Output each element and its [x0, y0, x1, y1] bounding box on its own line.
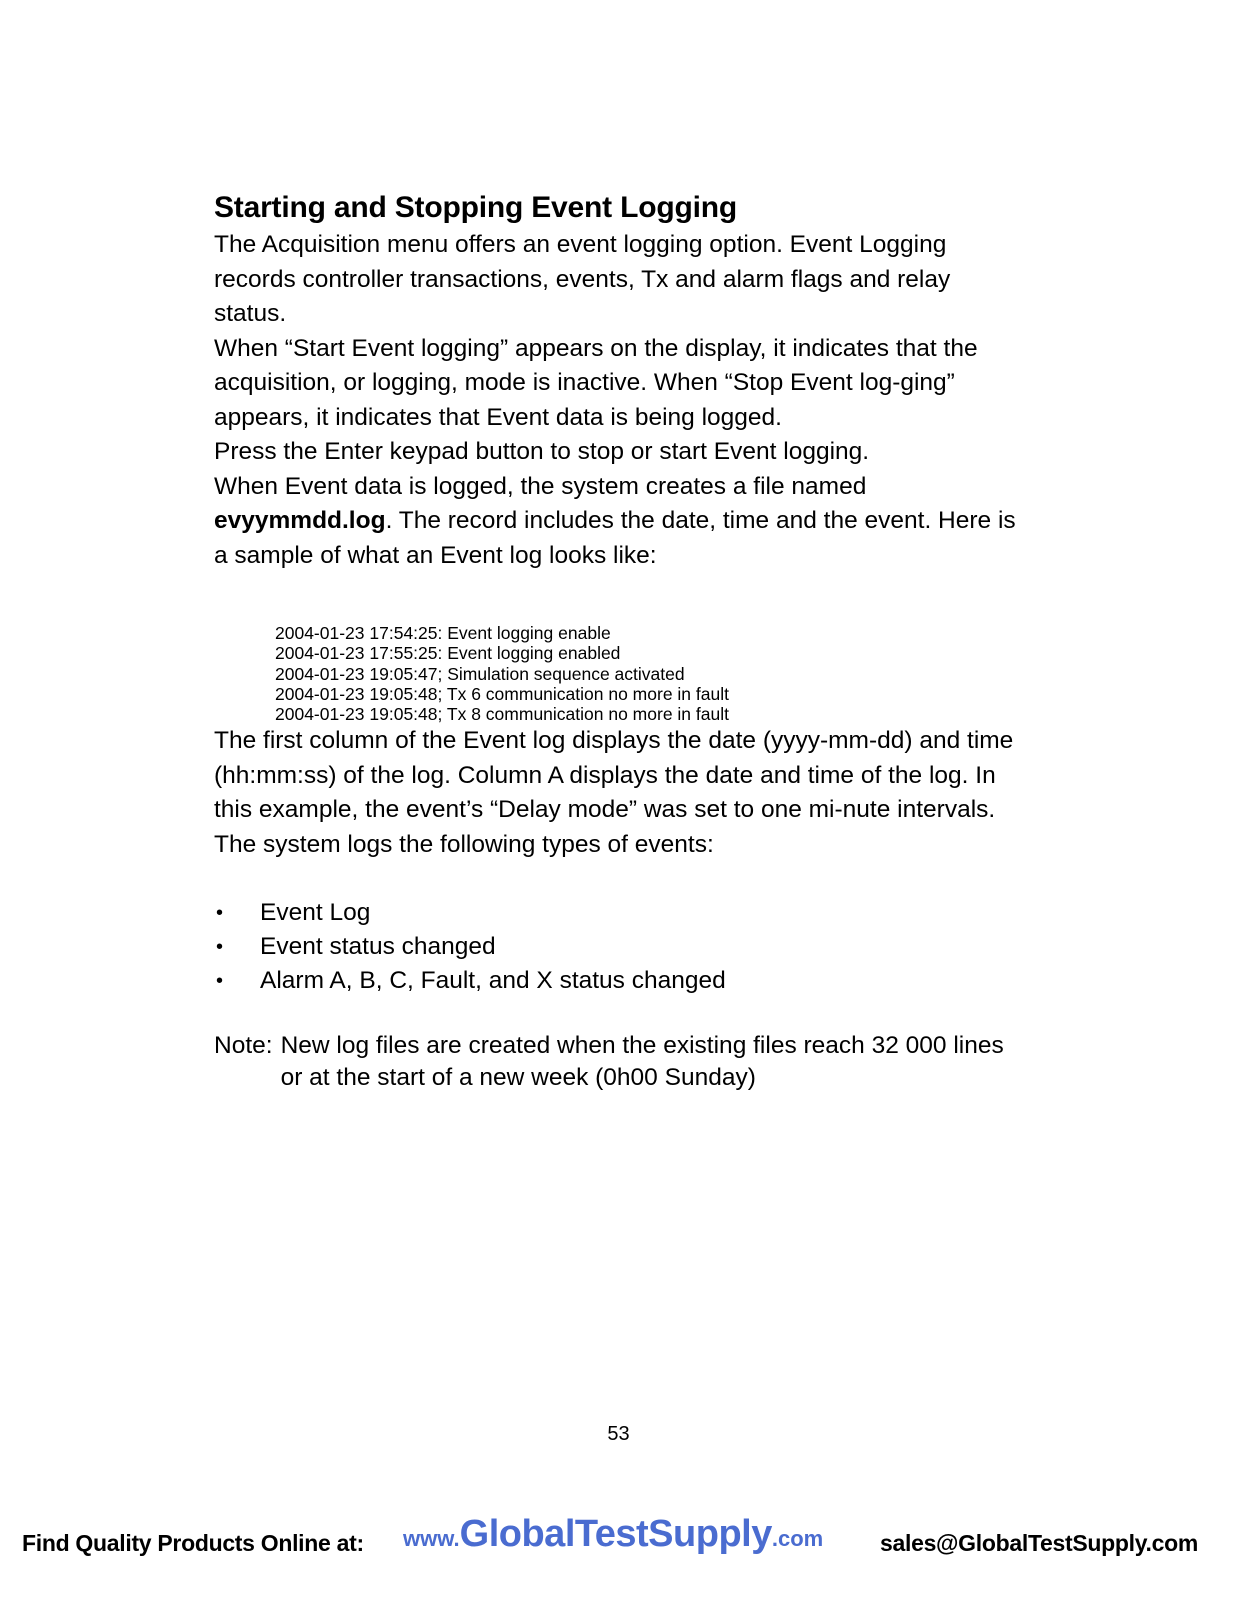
- note-text: New log files are created when the existing files reach 32 000 lines or at the start of a new week (0h00 Sunday): [280, 1032, 1004, 1091]
- bullet-icon: •: [216, 970, 224, 993]
- list-item-text: Alarm A, B, C, Fault, and X status changed: [260, 967, 726, 995]
- paragraph-start-stop: When “Start Event logging” appears on the display, it indicates that the acquisition, or logging, mode is inactive. When “Stop Event log-ging” appears, it indicates that Event data is being logged.: [214, 334, 978, 431]
- list-item-text: Event Log: [260, 899, 371, 927]
- footer-website-link[interactable]: [403, 1513, 823, 1556]
- footer-tagline: Find Quality Products Online at:: [22, 1530, 364, 1556]
- event-log-sample: [275, 623, 1024, 724]
- footer: [0, 1505, 1237, 1575]
- paragraph-log-columns: The first column of the Event log displays the date (yyyy-mm-dd) and time (hh:mm:ss) of the log. Column A displays the date and time of the log. In this example, the event’s “Delay mode” was set to one mi-nute intervals.: [214, 727, 1014, 824]
- log-line: 2004-01-23 19:05:47; Simulation sequence activated: [275, 663, 685, 684]
- note-label: Note:: [214, 1032, 273, 1060]
- footer-url-prefix: www.: [403, 1526, 460, 1551]
- log-filename: evyymmdd.log: [214, 507, 386, 534]
- paragraph-file-name-after: . The record includes the date, time and the event. Here is a sample of what an Event log looks like:: [214, 507, 1016, 569]
- paragraph-file-name: [214, 470, 1024, 574]
- log-line: 2004-01-23 17:54:25: Event logging enable: [275, 623, 611, 643]
- event-types-list: [214, 896, 1024, 998]
- paragraph-intro: The Acquisition menu offers an event logging option. Event Logging records controller transactions, events, Tx and alarm flags and relay status.: [214, 231, 951, 327]
- footer-url-brand: GlobalTestSupply: [459, 1513, 772, 1555]
- bullet-icon: •: [216, 936, 224, 959]
- page-content: [214, 188, 1024, 1093]
- log-line: 2004-01-23 19:05:48; Tx 8 communication no more in fault: [275, 704, 729, 725]
- page-number: 53: [607, 1423, 630, 1445]
- note-block: [214, 1030, 1024, 1093]
- footer-url-suffix: .com: [771, 1526, 824, 1551]
- log-line: 2004-01-23 17:55:25: Event logging enabled: [275, 643, 621, 664]
- log-line: 2004-01-23 19:05:48; Tx 6 communication no more in fault: [275, 683, 729, 704]
- paragraph-enter-button: Press the Enter keypad button to stop or start Event logging.: [214, 438, 870, 465]
- list-item-text: Event status changed: [260, 933, 496, 961]
- section-heading: Starting and Stopping Event Logging: [214, 191, 737, 224]
- footer-email-link[interactable]: sales@GlobalTestSupply.com: [880, 1530, 1198, 1556]
- paragraph-event-types: The system logs the following types of events:: [214, 830, 714, 858]
- paragraph-file-name-before: When Event data is logged, the system creates a file named: [214, 472, 867, 500]
- list-item: [214, 896, 1024, 930]
- list-item: [214, 964, 1024, 998]
- bullet-icon: •: [216, 902, 224, 925]
- list-item: [214, 930, 1024, 964]
